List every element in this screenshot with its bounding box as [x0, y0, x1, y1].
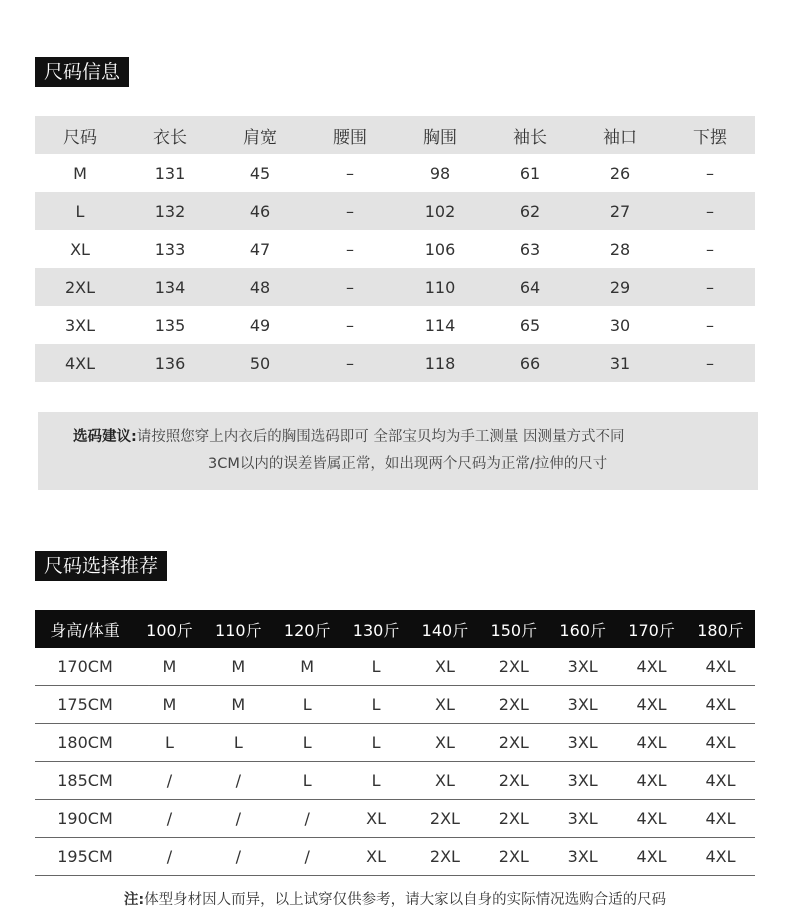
table-cell: 48	[249, 277, 271, 297]
size-info-title: 尺码信息	[35, 57, 129, 87]
table-cell: 185CM	[35, 762, 135, 800]
table-cell: /	[273, 838, 342, 876]
table-cell: 66	[519, 353, 541, 373]
table-cell: 4XL	[617, 648, 686, 686]
table-cell: 64	[519, 277, 541, 297]
table-cell: 2XL	[411, 838, 480, 876]
footnote	[0, 888, 790, 909]
header-cell: 100斤	[135, 610, 204, 648]
table-cell: 62	[519, 201, 541, 221]
table-row	[35, 230, 755, 268]
table-cell: 2XL	[479, 686, 548, 724]
table-cell: 2XL	[411, 800, 480, 838]
table-cell: 49	[249, 315, 271, 335]
table-cell: 180CM	[35, 724, 135, 762]
table-cell: XL	[411, 648, 480, 686]
header-cell: 袖口	[603, 127, 637, 148]
size-advice-text: 请按照您穿上内衣后的胸围选码即可 全部宝贝均为手工测量 因测量方式不同	[136, 429, 625, 445]
table-cell: –	[706, 315, 714, 335]
table-cell: 118	[424, 353, 456, 373]
header-cell: 身高/体重	[35, 610, 135, 648]
table-cell: XL	[342, 838, 411, 876]
table-cell: –	[346, 239, 354, 259]
table-cell: L	[135, 724, 204, 762]
header-cell: 170斤	[617, 610, 686, 648]
table-cell: 175CM	[35, 686, 135, 724]
table-cell: –	[346, 315, 354, 335]
table-cell: –	[706, 277, 714, 297]
table-cell: 3XL	[548, 800, 617, 838]
table-row	[35, 306, 755, 344]
header-cell: 下摆	[693, 127, 727, 148]
table-cell: 4XL	[617, 762, 686, 800]
table-cell: 2XL	[479, 762, 548, 800]
table-cell: 26	[609, 163, 631, 183]
size-recommend-title: 尺码选择推荐	[35, 551, 167, 581]
table-cell: 30	[609, 315, 631, 335]
table-cell: 110	[424, 277, 456, 297]
table-row	[35, 686, 755, 724]
table-cell: /	[204, 762, 273, 800]
table-cell: –	[346, 277, 354, 297]
table-cell: XL	[411, 686, 480, 724]
table-cell: L	[342, 648, 411, 686]
size-advice-box	[38, 412, 758, 490]
table-cell: 4XL	[617, 800, 686, 838]
table-cell: M	[273, 648, 342, 686]
table-cell: 3XL	[548, 762, 617, 800]
header-cell: 160斤	[548, 610, 617, 648]
table-cell: 61	[519, 163, 541, 183]
table-cell: 195CM	[35, 838, 135, 876]
table-cell: 47	[249, 239, 271, 259]
table-cell: M	[135, 686, 204, 724]
table-cell: 98	[429, 163, 451, 183]
header-cell: 110斤	[204, 610, 273, 648]
size-info-header-row	[35, 116, 755, 154]
table-cell: 2XL	[479, 724, 548, 762]
table-cell: –	[706, 353, 714, 373]
table-cell: 4XL	[686, 648, 755, 686]
table-cell: 4XL	[686, 838, 755, 876]
table-row	[35, 268, 755, 306]
table-cell: XL	[411, 724, 480, 762]
table-cell: –	[706, 201, 714, 221]
table-cell: –	[346, 201, 354, 221]
table-cell: 50	[249, 353, 271, 373]
table-cell: –	[346, 163, 354, 183]
table-cell: 29	[609, 277, 631, 297]
table-row	[35, 648, 755, 686]
table-cell: XL	[70, 239, 90, 259]
table-cell: /	[135, 838, 204, 876]
table-cell: 4XL	[64, 353, 96, 373]
table-cell: L	[342, 724, 411, 762]
header-cell: 150斤	[479, 610, 548, 648]
table-cell: /	[135, 762, 204, 800]
table-cell: 2XL	[64, 277, 96, 297]
table-cell: /	[204, 838, 273, 876]
table-cell: 45	[249, 163, 271, 183]
size-recommend-table	[35, 610, 755, 876]
table-cell: 132	[154, 201, 186, 221]
table-row	[35, 762, 755, 800]
table-row	[35, 344, 755, 382]
table-cell: 63	[519, 239, 541, 259]
header-cell: 腰围	[333, 127, 367, 148]
table-cell: 2XL	[479, 648, 548, 686]
table-cell: L	[342, 686, 411, 724]
table-cell: 134	[154, 277, 186, 297]
table-cell: /	[204, 800, 273, 838]
footnote-text: 体型身材因人而异，以上试穿仅供参考，请大家以自身的实际情况选购合适的尺码	[144, 892, 667, 908]
size-advice-line-1	[73, 424, 625, 451]
table-cell: –	[346, 353, 354, 373]
table-cell: M	[135, 648, 204, 686]
size-info-table	[35, 116, 755, 382]
size-recommend-header-row	[35, 610, 755, 648]
table-cell: M	[204, 648, 273, 686]
table-cell: 106	[424, 239, 456, 259]
header-cell: 肩宽	[243, 127, 277, 148]
table-cell: L	[204, 724, 273, 762]
table-cell: 46	[249, 201, 271, 221]
table-cell: M	[73, 163, 87, 183]
table-cell: 27	[609, 201, 631, 221]
table-cell: /	[135, 800, 204, 838]
table-row	[35, 838, 755, 876]
header-cell: 180斤	[686, 610, 755, 648]
table-cell: –	[706, 239, 714, 259]
table-cell: L	[273, 686, 342, 724]
table-cell: 102	[424, 201, 456, 221]
table-cell: /	[273, 800, 342, 838]
table-cell: XL	[411, 762, 480, 800]
table-cell: 4XL	[617, 686, 686, 724]
table-cell: 170CM	[35, 648, 135, 686]
table-cell: 4XL	[617, 838, 686, 876]
table-cell: 133	[154, 239, 186, 259]
header-cell: 140斤	[411, 610, 480, 648]
table-cell: L	[273, 762, 342, 800]
table-cell: 114	[424, 315, 456, 335]
table-cell: 3XL	[548, 724, 617, 762]
header-cell: 120斤	[273, 610, 342, 648]
header-cell: 尺码	[63, 127, 97, 148]
header-cell: 胸围	[423, 127, 457, 148]
table-cell: 4XL	[686, 686, 755, 724]
table-cell: L	[342, 762, 411, 800]
size-advice-line-2: 3CM以内的误差皆属正常，如出现两个尺码为正常/拉伸的尺寸	[208, 456, 608, 472]
table-cell: 4XL	[686, 762, 755, 800]
table-cell: L	[75, 201, 85, 221]
table-cell: 135	[154, 315, 186, 335]
table-cell: 4XL	[686, 724, 755, 762]
size-advice-label: 选码建议:	[73, 429, 137, 445]
table-cell: 4XL	[686, 800, 755, 838]
header-cell: 衣长	[153, 127, 187, 148]
table-cell: 3XL	[64, 315, 96, 335]
table-row	[35, 192, 755, 230]
table-cell: 136	[154, 353, 186, 373]
table-cell: M	[204, 686, 273, 724]
table-cell: 2XL	[479, 838, 548, 876]
table-cell: 190CM	[35, 800, 135, 838]
table-cell: 4XL	[617, 724, 686, 762]
table-row	[35, 800, 755, 838]
footnote-label: 注:	[123, 892, 145, 908]
table-row	[35, 154, 755, 192]
table-cell: L	[273, 724, 342, 762]
header-cell: 袖长	[513, 127, 547, 148]
table-cell: 3XL	[548, 648, 617, 686]
table-cell: –	[706, 163, 714, 183]
header-cell: 130斤	[342, 610, 411, 648]
table-cell: 65	[519, 315, 541, 335]
table-cell: 28	[609, 239, 631, 259]
table-row	[35, 724, 755, 762]
table-cell: XL	[342, 800, 411, 838]
table-cell: 2XL	[479, 800, 548, 838]
table-cell: 131	[154, 163, 186, 183]
table-cell: 3XL	[548, 686, 617, 724]
table-cell: 3XL	[548, 838, 617, 876]
table-cell: 31	[609, 353, 631, 373]
